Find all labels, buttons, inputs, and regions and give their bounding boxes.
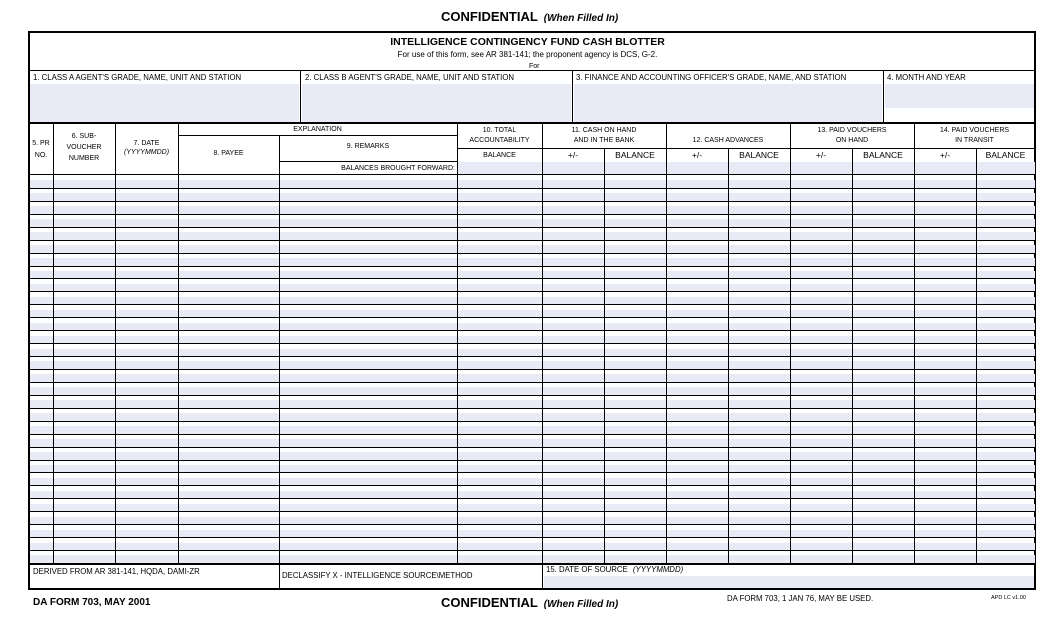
form-title: INTELLIGENCE CONTINGENCY FUND CASH BLOTTER bbox=[390, 36, 665, 48]
ledger-row[interactable] bbox=[30, 555, 1035, 563]
ledger-row[interactable] bbox=[30, 374, 1035, 382]
classification-footer-qualifier: (When Filled In) bbox=[543, 599, 619, 610]
finance-officer-label: 3. FINANCE AND ACCOUNTING OFFICER'S GRADE, NAME, AND STATION bbox=[576, 73, 847, 82]
class-a-agent-field[interactable] bbox=[30, 84, 299, 122]
month-year-label: 4. MONTH AND YEAR bbox=[887, 73, 966, 82]
header-11-balance: BALANCE bbox=[615, 150, 655, 160]
ledger-row[interactable] bbox=[30, 426, 1035, 434]
header-13-plus-minus: +/- bbox=[815, 150, 827, 160]
date-of-source-field[interactable] bbox=[544, 576, 1034, 588]
header-14-plus-minus: +/- bbox=[939, 150, 951, 160]
classification-label: CONFIDENTIAL bbox=[441, 9, 538, 24]
ledger-row[interactable] bbox=[30, 258, 1035, 266]
for-note: For bbox=[529, 63, 540, 70]
header-explanation: EXPLANATION bbox=[293, 126, 342, 133]
ledger-row[interactable] bbox=[30, 387, 1035, 395]
header-paid-on-hand: 13. PAID VOUCHERS ON HAND bbox=[817, 127, 887, 144]
form-subtitle: For use of this form, see AR 381-141; the proponent agency is DCS, G-2. bbox=[397, 50, 658, 59]
finance-officer-field[interactable] bbox=[574, 84, 882, 122]
ledger-row[interactable] bbox=[30, 413, 1035, 421]
ledger-row[interactable] bbox=[30, 232, 1035, 240]
balances-brought-forward-label: BALANCES BROUGHT FORWARD: bbox=[341, 165, 455, 172]
class-b-agent-label: 2. CLASS B AGENT'S GRADE, NAME, UNIT AND STATION bbox=[305, 73, 515, 82]
header-total-balance: BALANCE bbox=[483, 152, 516, 159]
header-11-plus-minus: +/- bbox=[567, 150, 579, 160]
date-of-source-label: 15. DATE OF SOURCE (YYYYMMDD) bbox=[546, 565, 684, 574]
class-b-agent-field[interactable] bbox=[302, 84, 571, 122]
declassify: DECLASSIFY X - INTELLIGENCE SOURCE\METHOD bbox=[282, 571, 473, 580]
supersedes-note: DA FORM 703, 1 JAN 76, MAY BE USED. bbox=[727, 594, 874, 603]
header-cash-advances: 12. CASH ADVANCES bbox=[692, 137, 764, 144]
classification-footer bbox=[441, 596, 618, 610]
ledger-row[interactable] bbox=[30, 400, 1035, 408]
header-12-plus-minus: +/- bbox=[691, 150, 703, 160]
header-pr-no: 5. PR NO. bbox=[32, 140, 50, 159]
month-year-field[interactable] bbox=[885, 84, 1034, 108]
derived-from: DERIVED FROM AR 381-141, HQDA, DAMI-ZR bbox=[33, 567, 200, 576]
ledger-row[interactable] bbox=[30, 245, 1035, 253]
form-number: DA FORM 703, MAY 2001 bbox=[33, 597, 151, 608]
header-12-balance: BALANCE bbox=[739, 150, 779, 160]
header-payee: 8. PAYEE bbox=[213, 150, 244, 157]
header-paid-in-transit: 14. PAID VOUCHERS IN TRANSIT bbox=[939, 127, 1010, 144]
header-13-balance: BALANCE bbox=[863, 150, 903, 160]
balances-forward-row[interactable] bbox=[458, 162, 1035, 174]
ledger-row[interactable] bbox=[30, 180, 1035, 188]
header-sub-voucher: 6. SUB- VOUCHER NUMBER bbox=[66, 133, 102, 162]
classification-footer-label: CONFIDENTIAL bbox=[441, 595, 538, 610]
header-14-balance: BALANCE bbox=[985, 150, 1026, 160]
ledger-row[interactable] bbox=[30, 439, 1035, 447]
ledger-row[interactable] bbox=[30, 193, 1035, 201]
ledger-row[interactable] bbox=[30, 206, 1035, 214]
ledger-row[interactable] bbox=[30, 361, 1035, 369]
header-remarks: 9. REMARKS bbox=[346, 143, 390, 150]
header-total-accountability: 10. TOTAL ACCOUNTABILITY bbox=[469, 127, 530, 144]
classification-header bbox=[441, 10, 618, 24]
header-date: 7. DATE (YYYYMMDD) bbox=[123, 140, 170, 156]
form-version: APD LC v1.00 bbox=[991, 595, 1026, 601]
ledger-row[interactable] bbox=[30, 219, 1035, 227]
class-a-agent-label: 1. CLASS A AGENT'S GRADE, NAME, UNIT AND STATION bbox=[33, 73, 242, 82]
ledger-row[interactable] bbox=[30, 452, 1035, 460]
classification-qualifier: (When Filled In) bbox=[543, 13, 619, 24]
header-cash-on-hand: 11. CASH ON HAND AND IN THE BANK bbox=[571, 127, 637, 144]
